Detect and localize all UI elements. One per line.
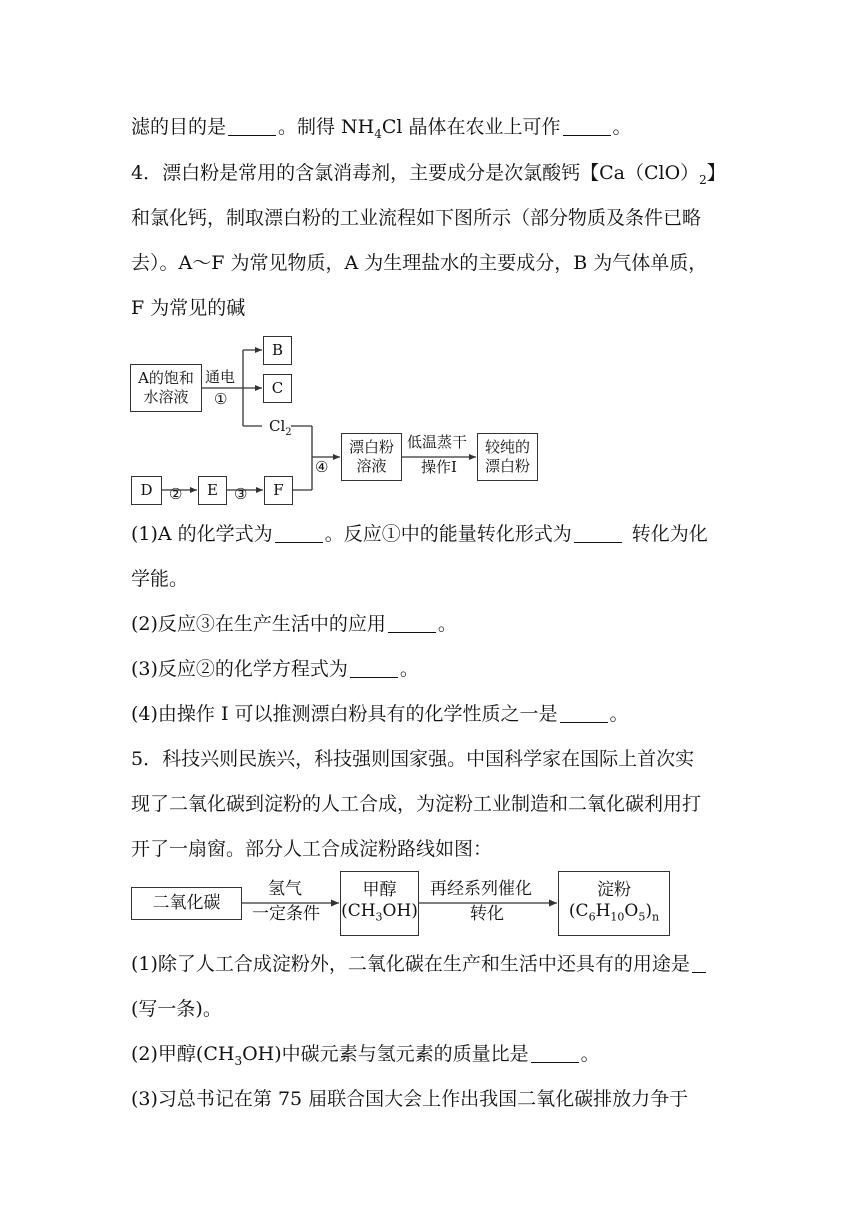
- q5-sub1-line: [131, 952, 708, 976]
- formula-part: ): [645, 900, 652, 921]
- q4-sub3-text: 。: [399, 658, 419, 680]
- formula-part: (C: [568, 900, 589, 921]
- box-label: B: [271, 341, 284, 359]
- answer-blank[interactable]: [531, 1062, 579, 1063]
- subscript: 4: [374, 126, 382, 141]
- q4-intro-line-4: F 为常见的碱: [131, 297, 246, 319]
- q3-tail-text-4: 。: [612, 116, 632, 138]
- q5-sub2-line: [131, 1042, 600, 1073]
- box-label: 水溶液: [143, 388, 189, 406]
- box-label: F: [273, 481, 284, 499]
- subscript: 2: [285, 427, 292, 438]
- q5-sub1-text: (1)除了人工合成淀粉外，二氧化碳在生产和生活中还具有的用途是: [131, 953, 690, 975]
- q5-sub2-text: (2)甲醇(CH: [131, 1043, 235, 1065]
- box-label: E: [207, 481, 218, 499]
- label-hydrogen: 氢气: [268, 879, 302, 899]
- label-reaction-2: ②: [169, 485, 183, 503]
- subscript: n: [651, 910, 660, 924]
- q4-sub3-text: (3)反应②的化学方程式为: [131, 658, 348, 680]
- subscript: 10: [610, 910, 625, 924]
- q5-sub3-line: (3)习总书记在第 75 届联合国大会上作出我国二氧化碳排放力争于: [131, 1088, 689, 1110]
- subscript: 6: [588, 910, 596, 924]
- q4-intro-text: 4．漂白粉是常用的含氯消毒剂，主要成分是次氯酸钙【Ca（ClO）: [131, 162, 700, 184]
- q4-intro-bracket: 】: [706, 162, 726, 184]
- box-methanol: [340, 871, 419, 936]
- q5-intro-line-1: 5．科技兴则民族兴，科技强则国家强。中国科学家在国际上首次实: [131, 748, 695, 770]
- q4-sub2-text: (2)反应③在生产生活中的应用: [131, 613, 386, 635]
- box-co2: [131, 887, 242, 920]
- box-label: A的饱和: [138, 369, 194, 387]
- box-label: 较纯的: [484, 438, 530, 456]
- q5-intro-line-3: 开了一扇窗。部分人工合成淀粉路线如图：: [131, 838, 493, 860]
- formula-part: H: [595, 900, 611, 921]
- answer-blank[interactable]: [692, 972, 706, 973]
- label-reaction-1: ①: [214, 390, 228, 408]
- q4-sub1-text: (1)A 的化学式为: [131, 523, 273, 545]
- cl-text: Cl: [269, 417, 286, 435]
- box-label: 二氧化碳: [152, 893, 221, 913]
- box-starch: [558, 871, 670, 936]
- q4-sub4-text: 。: [609, 703, 629, 725]
- subscript: 3: [375, 910, 383, 924]
- subscript: 2: [699, 172, 707, 187]
- label-conversion: 转化: [470, 904, 504, 924]
- box-label: 漂白粉: [484, 457, 530, 475]
- q4-sub2-text: 。: [437, 613, 457, 635]
- box-label: 溶液: [356, 457, 387, 475]
- subscript: 3: [234, 1053, 243, 1068]
- q4-intro-line-3: 去）。A～F 为常见物质，A 为生理盐水的主要成分，B 为气体单质，: [131, 252, 708, 274]
- q4-sub1-line-2: 学能。: [131, 568, 189, 590]
- q5-sub1-line-2: (写一条)。: [131, 998, 222, 1020]
- formula-part: OH): [382, 900, 418, 921]
- label-reaction-3: ③: [234, 485, 248, 503]
- q5-sub2-text: 。: [580, 1043, 600, 1065]
- box-label: D: [140, 481, 153, 499]
- methanol-formula: [341, 901, 418, 927]
- box-label: 淀粉: [597, 879, 631, 900]
- label-operation-1: 操作I: [421, 458, 457, 476]
- box-label: 漂白粉: [348, 438, 394, 456]
- q5-intro-line-2: 现了二氧化碳到淀粉的人工合成，为淀粉工业制造和二氧化碳利用打: [131, 793, 702, 815]
- box-label: 甲醇: [362, 879, 397, 900]
- subscript: 5: [638, 910, 646, 924]
- label-low-temp-dry: 低温蒸干: [407, 433, 468, 451]
- label-reaction-4: ④: [315, 458, 329, 476]
- q5-sub2-text: OH)中碳元素与氢元素的质量比是: [242, 1043, 529, 1065]
- label-catalysis: 再经系列催化: [430, 879, 532, 899]
- q3-tail-text-2: 。制得 NH: [278, 116, 375, 138]
- q4-sub4-text: (4)由操作 I 可以推测漂白粉具有的化学性质之一是: [131, 703, 558, 725]
- q3-tail-text-3: Cl 晶体在农业上可作: [381, 116, 561, 138]
- label-electrolysis: 通电: [205, 368, 236, 386]
- formula-part: O: [624, 900, 639, 921]
- q4-intro-line-2: 和氯化钙，制取漂白粉的工业流程如下图所示（部分物质及条件已略: [131, 207, 702, 229]
- starch-formula: [569, 901, 659, 927]
- formula-part: (CH: [341, 900, 376, 921]
- box-label: C: [271, 379, 284, 397]
- q4-sub1-text: 转化为化: [631, 523, 708, 545]
- label-certain-condition: 一定条件: [252, 904, 320, 924]
- q3-tail-text-1: 滤的目的是: [131, 116, 227, 138]
- q4-sub1-text: 。反应①中的能量转化形式为: [324, 523, 572, 545]
